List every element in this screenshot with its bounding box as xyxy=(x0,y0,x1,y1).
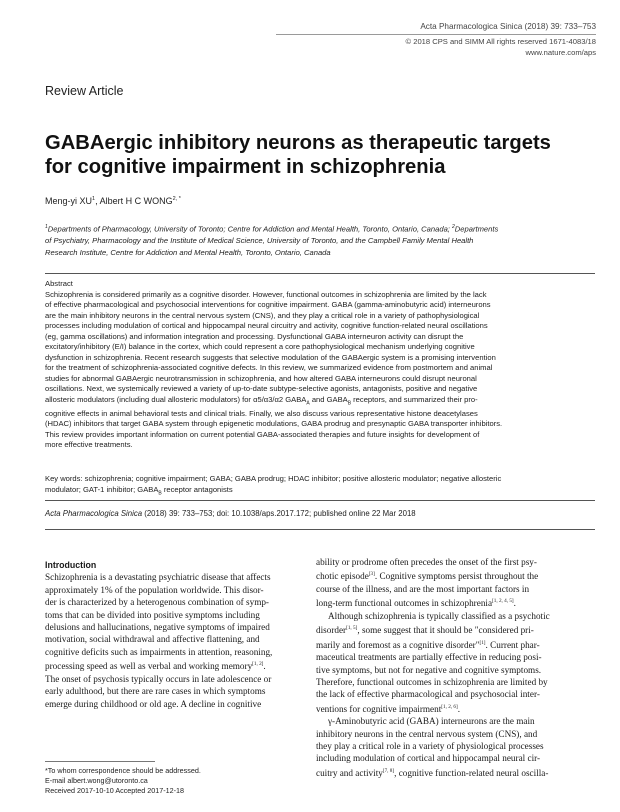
abstract-line: more effective treatments. xyxy=(45,440,133,450)
affiliation-line-2: of Psychiatry, Pharmacology and the Institute of Medical Science, University of Toronto, and the Campbell Family Mental Health xyxy=(45,236,474,246)
affiliation-line-3: Research Institute, Centre for Addiction and Mental Health, Toronto, Ontario, Canada xyxy=(45,247,331,257)
body-line: tive symptoms, but not for negative and cognitive symptoms. xyxy=(316,664,542,675)
body-right-column xyxy=(316,556,596,779)
reference-marker[interactable]: [3] xyxy=(368,571,375,578)
copyright-line: © 2018 CPS and SIMM All rights reserved 1671-4083/18 xyxy=(405,37,596,47)
affiliation-line-1 xyxy=(45,222,585,235)
keywords-line-1: Key words: schizophrenia; cognitive impairment; GABA; GABA prodrug; HDAC inhibitor; positive allosteric modulator; negative allosteric xyxy=(45,474,502,483)
abstract-top-rule xyxy=(45,273,595,274)
abstract-line: This review provides important information on current potential GABA-associated therapies and future insights for development of xyxy=(45,429,480,439)
body-line-end: . Cognitive symptoms persist throughout the xyxy=(374,571,539,582)
body-line: der is characterized by a heterogenous combination of symp- xyxy=(45,597,269,608)
abstract-line: for the treatment of schizophrenia-associated cognitive defects. In this review, we summarized evidence from postmortem and animal xyxy=(45,363,493,372)
body-line: emerge during childhood or old age. A decline in cognitive xyxy=(45,698,262,709)
abstract-line: studies for abnormal GABAergic neurotransmission in schizophrenia, and how altered GABA interneurons could disrupt neuronal xyxy=(45,373,477,383)
affiliation-marker-1: 1 xyxy=(45,224,48,230)
body-line-end: . xyxy=(263,661,266,672)
body-line: cognitive deficits such as impairments in attention, reasoning, xyxy=(45,646,273,657)
keywords-line-2 xyxy=(45,485,595,499)
body-line-text: marily and foremost as a cognitive disorder" xyxy=(316,639,480,650)
body-line: early adulthood, but there are rare cases in which symptoms xyxy=(45,686,266,697)
body-line: approximately 1% of the population worldwide. This disor- xyxy=(45,584,264,595)
body-line-text: cuitry and activity xyxy=(316,767,383,778)
citation-journal: Acta Pharmacologica Sinica xyxy=(45,509,143,518)
body-line xyxy=(316,637,596,651)
journal-line: Acta Pharmacologica Sinica (2018) 39: 733–753 xyxy=(420,22,596,31)
body-line: The onset of psychosis typically occurs in late adolescence or xyxy=(45,673,272,684)
abstract-line: cognitive effects in animal behavioral tests and clinical trials. Finally, we also discuss various representative histone deacetylases xyxy=(45,408,478,418)
abstract-line: dysfunction in schizophrenia. Recent research suggests that selective modulation of the GABAergic system is a promising intervention xyxy=(45,352,496,362)
body-line-end: , cognitive function-related neural oscilla- xyxy=(394,767,549,778)
body-left-column xyxy=(45,559,315,710)
body-line-text: disorder xyxy=(316,625,347,636)
title-line-1: GABAergic inhibitory neurons as therapeutic targets xyxy=(45,132,551,154)
body-line xyxy=(316,765,596,779)
body-line xyxy=(45,658,315,672)
body-line-end: . xyxy=(513,598,516,609)
footnotes xyxy=(45,766,201,796)
keywords xyxy=(45,474,595,499)
body-line: toms that can be divided into positive symptoms including xyxy=(45,609,260,620)
abstract-line-11-end: receptors, and summarized their pro- xyxy=(351,394,478,404)
received-accepted-dates: Received 2017-10-10 Accepted 2017-12-18 xyxy=(45,786,185,795)
author-1-affiliation: 1 xyxy=(92,196,96,202)
body-line: ability or prodrome often precedes the onset of the first psy- xyxy=(316,557,537,567)
correspondence-email[interactable]: E-mail albert.wong@utoronto.ca xyxy=(45,776,148,785)
reference-marker[interactable]: [1] xyxy=(479,639,486,646)
abstract-heading: Abstract xyxy=(45,279,73,288)
abstract-line-11-start: allosteric modulators (including dual allosteric modulators) for α5/α3/α2 GABA xyxy=(45,394,307,404)
author-2: Albert H C WONG xyxy=(99,196,173,206)
abstract xyxy=(45,279,595,451)
keywords-subscript: B xyxy=(158,490,162,497)
abstract-line-11-mid: and GABA xyxy=(309,394,348,404)
body-line xyxy=(316,595,596,609)
reference-marker[interactable]: [1, 5] xyxy=(346,625,358,632)
abstract-line: oscillations. Next, we systemically reviewed a variety of up-to-date subtype-selective agonists, antagonists, positive and negative xyxy=(45,384,478,393)
abstract-line: Schizophrenia is considered primarily as a cognitive disorder. However, functional outcomes in schizophrenia are limited by the lack xyxy=(45,289,487,299)
title-line-2: for cognitive impairment in schizophrenia xyxy=(45,156,446,178)
keywords-line-2-end: receptor antagonists xyxy=(161,484,233,494)
body-line: motivation, social withdrawal and affective flattening, and xyxy=(45,634,260,645)
journal-header xyxy=(276,22,596,58)
affiliations xyxy=(45,222,585,258)
author-list xyxy=(45,196,181,206)
body-line: Schizophrenia is a devastating psychiatric disease that affects xyxy=(45,572,271,583)
body-line-text: ventions for cognitive impairment xyxy=(316,703,442,714)
body-line: γ-Aminobutyric acid (GABA) interneurons are the main xyxy=(328,716,535,727)
body-line: Although schizophrenia is typically classified as a psychotic xyxy=(328,610,550,621)
abstract-line: (HDAC) inhibitors that target GABA system through epigenetic modulations, GABA prodrug and presynaptic GABA transporter inhibitors. xyxy=(45,419,503,429)
body-line-end: . Current phar- xyxy=(485,639,540,650)
body-line: course of the illness, and are the most important factors in xyxy=(316,583,530,594)
journal-url[interactable]: www.nature.com/aps xyxy=(525,47,596,57)
author-1: Meng-yi XU xyxy=(45,196,93,206)
header-divider xyxy=(276,34,596,35)
affiliation-text-1: Departments of Pharmacology, University of Toronto; Centre for Addiction and Mental Health, Toronto, Ontario, Canada; xyxy=(47,224,453,234)
reference-marker[interactable]: [1, 2, 6] xyxy=(441,703,458,710)
body-line-text: processing speed as well as verbal and working memory xyxy=(45,661,253,672)
affiliation-text-1-end: Departments xyxy=(454,224,499,234)
affiliation-marker-2: 2 xyxy=(452,224,455,230)
keywords-bottom-rule xyxy=(45,500,595,501)
body-line: inhibitory neurons in the central nervous system (CNS), and xyxy=(316,728,538,739)
body-line: including modulation of cortical and hippocampal neural cir- xyxy=(316,753,541,764)
abstract-line: processes including modulation of cortical and hippocampal neural circuitry and activity, cognitive function-related neural oscillations xyxy=(45,321,488,330)
citation-details[interactable]: (2018) 39: 733–753; doi: 10.1038/aps.2017.172; published online 22 Mar 2018 xyxy=(142,509,416,518)
body-line xyxy=(316,568,596,582)
reference-marker[interactable]: [1, 2, 4, 5] xyxy=(492,598,514,605)
abstract-line: are the main inhibitory neurons in the central nervous system (CNS), and they play a critical role in a variety of pathophysiological xyxy=(45,310,480,320)
body-line: they play a critical role in a variety of physiological processes xyxy=(316,741,544,751)
body-line: the lack of effective pharmacological and psychosocial inter- xyxy=(316,689,540,700)
keywords-line-2-start: modulator; GAT-1 inhibitor; GABA xyxy=(45,484,159,494)
body-line xyxy=(316,622,596,636)
article-title xyxy=(45,131,585,179)
abstract-line: excitatory/inhibitory (E/I) balance in the cortex, which could represent a core pathophysiological mechanism underlying cognitive xyxy=(45,342,475,351)
body-line xyxy=(316,701,596,715)
correspondence-note: *To whom correspondence should be addressed. xyxy=(45,766,201,775)
body-line-text: chotic episode xyxy=(316,571,369,582)
body-line-text: long-term functional outcomes in schizophrenia xyxy=(316,598,493,609)
body-line: Therefore, functional outcomes in schizophrenia are limited by xyxy=(316,676,548,687)
body-line: maceutical treatments are partially effective in reducing posi- xyxy=(316,652,542,663)
abstract-line: of effective pharmacological and psychosocial interventions for cognitive impairment. GABA (gamma-aminobutyric acid) interneurons xyxy=(45,300,491,309)
author-2-affiliation: 2, * xyxy=(172,196,181,202)
body-line-end: . xyxy=(457,703,461,714)
citation-line xyxy=(45,509,416,518)
introduction-heading: Introduction xyxy=(45,560,97,570)
reference-marker[interactable]: [1, 2] xyxy=(252,661,264,668)
subscript-b: B xyxy=(347,400,352,407)
body-line: delusions and hallucinations, negative symptoms of impaired xyxy=(45,622,270,633)
footnote-divider xyxy=(45,761,155,762)
subscript-a: A xyxy=(306,400,310,407)
abstract-line: (eg, gamma oscillations) and information integration and processing. Dysfunctional GABA interneuron activity can disrupt the xyxy=(45,331,464,341)
reference-marker[interactable]: [7, 8] xyxy=(382,767,395,774)
section-label: Review Article xyxy=(45,84,124,98)
abstract-line xyxy=(45,395,595,409)
citation-bottom-rule xyxy=(45,529,595,530)
author-separator: , xyxy=(95,196,100,206)
body-line-end: , some suggest that it should be "considered pri- xyxy=(357,625,534,636)
